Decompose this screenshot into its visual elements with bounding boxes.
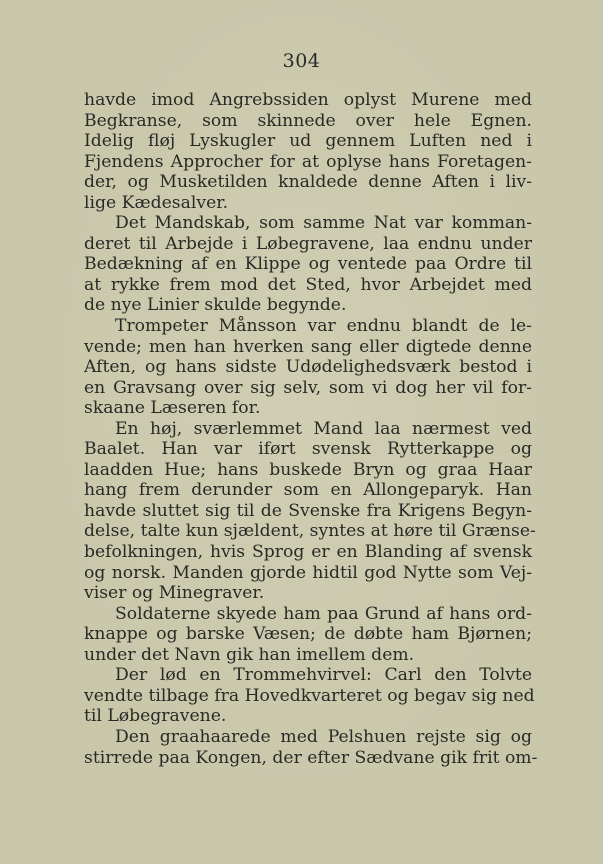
text-line: Bedækning af en Klippe og ventede paa Ordre til (84, 254, 532, 275)
text-line: Soldaterne skyede ham paa Grund af hans ord- (115, 603, 532, 624)
text-line: under det Navn gik han imellem dem. (84, 644, 415, 665)
text-line: En høj, sværlemmet Mand laa nærmest ved (115, 418, 532, 439)
text-line: at rykke frem mod det Sted, hvor Arbejdet med (84, 274, 532, 295)
text-line: stirrede paa Kongen, der efter Sædvane gik frit om- (84, 747, 538, 768)
text-line: havde imod Angrebssiden oplyst Murene med (84, 90, 532, 110)
text-line: Baalet. Han var iført svensk Rytterkappe og (84, 439, 532, 460)
text-line: Den graahaarede med Pelshuen rejste sig og (115, 726, 532, 747)
text-line: Det Mandskab, som samme Nat var komman- (115, 213, 532, 234)
text-line: vende; men han hverken sang eller digtede denne (84, 336, 532, 357)
text-line: Fjendens Approcher for at oplyse hans Foretagen- (84, 151, 532, 172)
text-line: og norsk. Manden gjorde hidtil god Nytte som Vej- (84, 562, 532, 583)
text-line: deret til Arbejde i Løbegravene, laa endnu under (84, 233, 532, 254)
text-line: der, og Musketilden knaldede denne Aften i liv- (84, 172, 532, 193)
text-line: hang frem derunder som en Allongeparyk. Han (84, 480, 532, 501)
text-line: vendte tilbage fra Hovedkvarteret og begav sig ned (84, 685, 535, 706)
text-line: Idelig fløj Lyskugler ud gennem Luften ned i (84, 131, 532, 152)
body-text (84, 90, 538, 768)
text-line: Trompeter Månsson var endnu blandt de le- (115, 316, 532, 337)
text-line: en Gravsang over sig selv, som vi dog her vil for- (84, 377, 532, 398)
text-line: Begkranse, som skinnede over hele Egnen. (84, 110, 532, 131)
page-number: 304 (282, 50, 321, 72)
text-line: Der lød en Trommehvirvel: Carl den Tolvte (115, 665, 532, 686)
text-line: viser og Minegraver. (84, 583, 265, 604)
text-line: befolkningen, hvis Sprog er en Blanding af svensk (84, 542, 532, 563)
text-line: de nye Linier skulde begynde. (84, 295, 347, 316)
text-line: havde sluttet sig til de Svenske fra Krigens Begyn- (84, 500, 532, 521)
text-line: knappe og barske Væsen; de døbte ham Bjørnen; (84, 624, 532, 645)
text-line: delse, talte kun sjældent, syntes at høre til Grænse- (84, 521, 536, 542)
text-line: lige Kædesalver. (84, 192, 229, 213)
text-line: Aften, og hans sidste Udødelighedsværk bestod i (84, 357, 532, 378)
text-line: til Løbegravene. (84, 706, 227, 727)
text-line: laadden Hue; hans buskede Bryn og graa Haar (84, 459, 532, 480)
text-line: skaane Læseren for. (84, 398, 261, 419)
